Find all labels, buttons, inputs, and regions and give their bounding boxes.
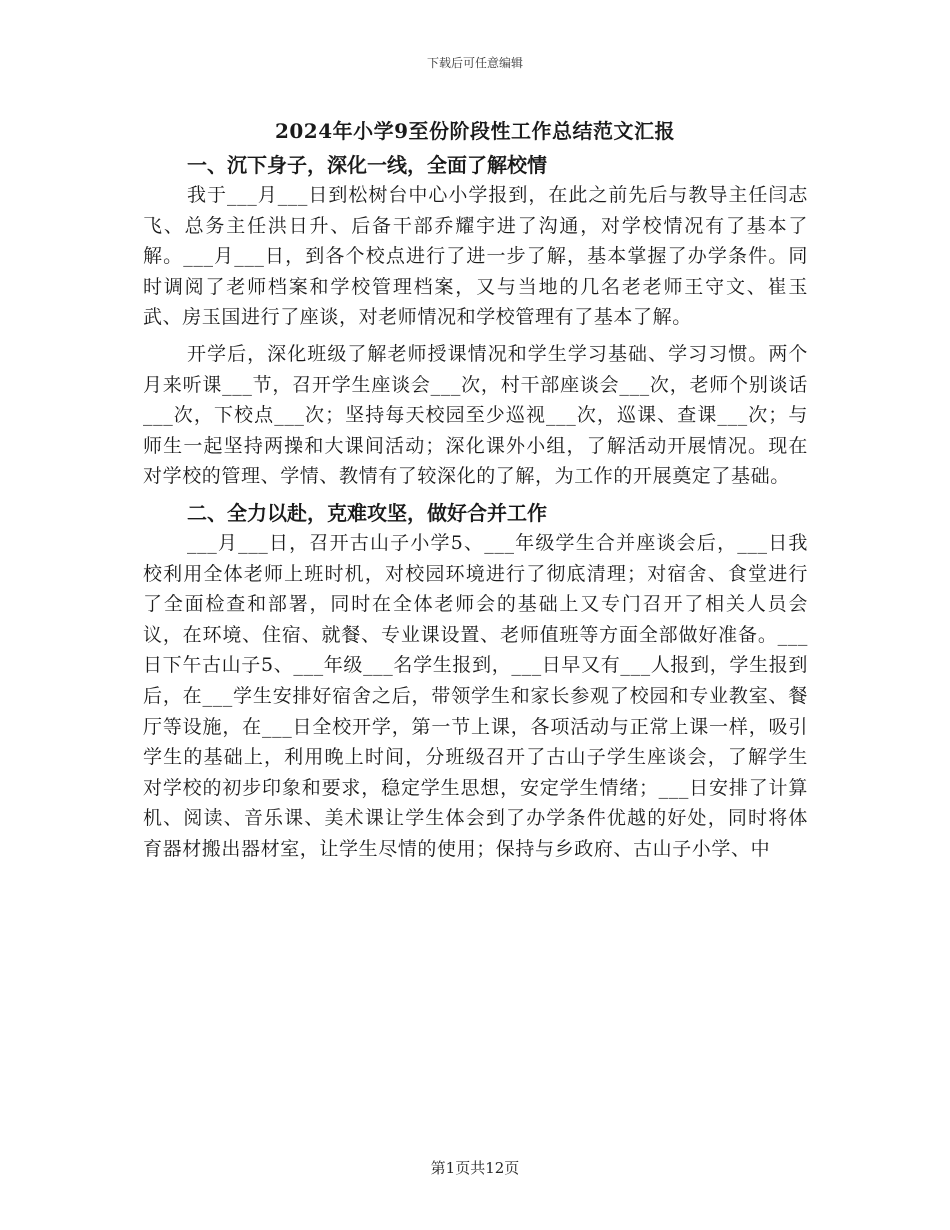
section-heading-1: 一、沉下身子，深化一线，全面了解校情 xyxy=(187,153,547,177)
header-note: 下载后可任意编辑 xyxy=(426,56,523,70)
document-title: 2024年小学9至份阶段性工作总结范文汇报 xyxy=(274,119,676,143)
paragraph: 我于___月___日到松树台中心小学报到，在此之前先后与教导主任闫志飞、总务主任洪日升、后备干部乔耀宇进了沟通，对学校情况有了基本了解。___月___日，到各个校点进行了进一步了解，基本掌握了办学条件。同时调阅了老师档案和学校管理档案，又与当地的几名老老师王守文、崔玉武、房玉国进行了座谈，对老师情况和学校管理有了基本了解。 xyxy=(143,184,808,329)
document-body xyxy=(143,150,808,864)
paragraph: ___月___日，召开古山子小学5、___年级学生合并座谈会后，___日我校利用全体老师上班时机，对校园环境进行了彻底清理；对宿舍、食堂进行了全面检查和部署，同时在全体老师会的基础上又专门召开了相关人员会议，在环境、住宿、就餐、专业课设置、老师值班等方面全部做好准备。___日下午古山子5、___年级___名学生报到，___日早又有___人报到，学生报到后，在___学生安排好宿舍之后，带领学生和家长参观了校园和专业教室、餐厅等设施，在___日全校开学，第一节上课，各项活动与正常上课一样，吸引学生的基础上，利用晚上时间，分班级召开了古山子学生座谈会，了解学生对学校的初步印象和要求，稳定学生思想，安定学生情绪；___日安排了计算机、阅读、音乐课、美术课让学生体会到了办学条件优越的好处，同时将体育器材搬出器材室，让学生尽情的使用；保持与乡政府、古山子小学、中 xyxy=(143,531,808,860)
paragraph: 开学后，深化班级了解老师授课情况和学生学习基础、学习习惯。两个月来听课___节，召开学生座谈会___次，村干部座谈会___次，老师个别谈话___次，下校点___次；坚持每天校园至少巡视___次，巡课、查课___次；与师生一起坚持两操和大课间活动；深化课外小组，了解活动开展情况。现在对学校的管理、学情、教情有了较深化的了解，为工作的开展奠定了基础。 xyxy=(143,342,808,488)
page-number-footer: 第1页共12页 xyxy=(430,1159,520,1177)
section-heading-2: 二、全力以赴，克难攻坚，做好合并工作 xyxy=(187,500,547,525)
